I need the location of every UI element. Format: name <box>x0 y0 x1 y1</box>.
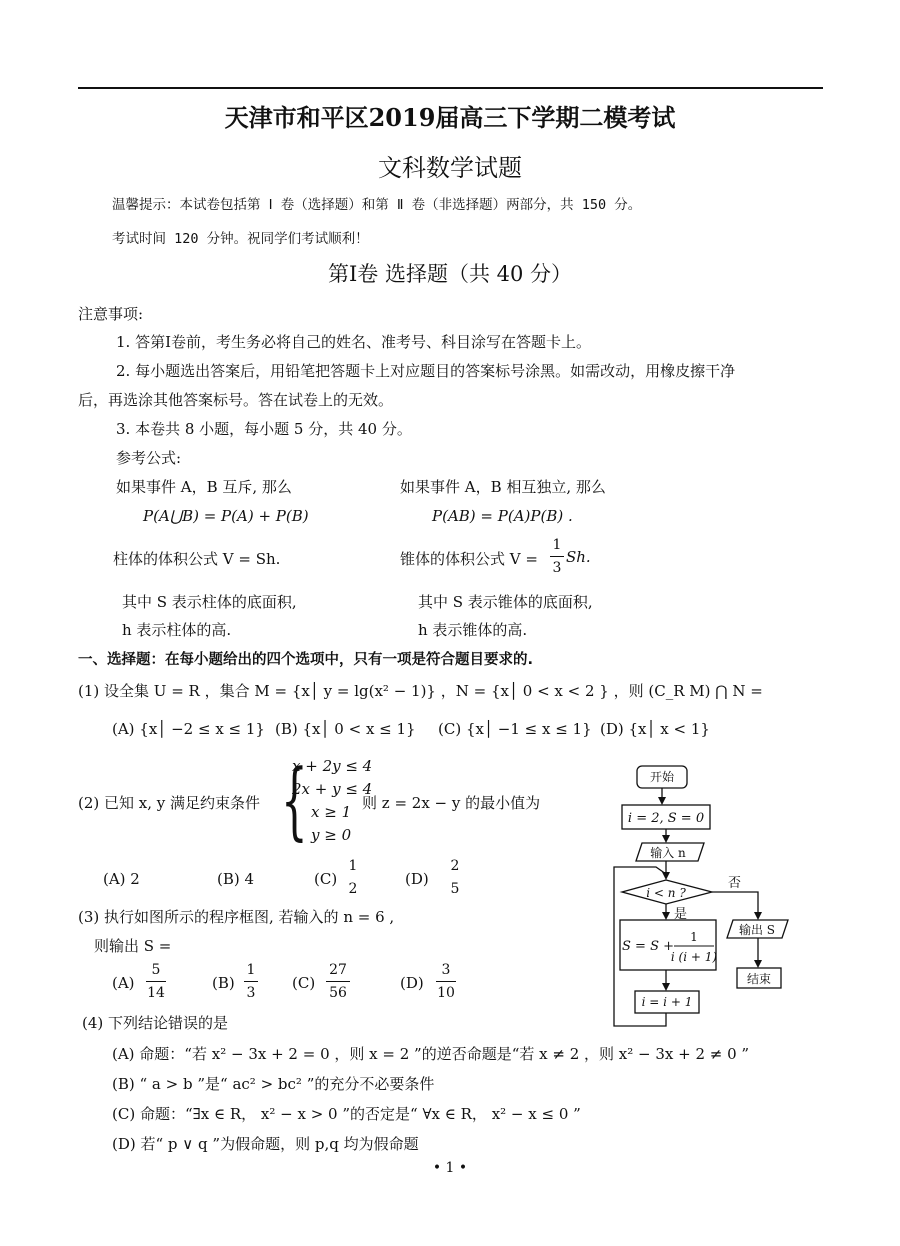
q3-option-c-label: (C) <box>292 974 316 992</box>
q3-option-b-denominator: 3 <box>246 985 256 1001</box>
top-rule <box>78 87 823 89</box>
q2-option-a: (A) 2 <box>103 870 140 888</box>
fraction-bar <box>146 981 166 982</box>
flow-output-text: 输出 S <box>738 923 776 937</box>
formula-right-3a: 锥体的体积公式 V = <box>400 550 538 568</box>
q2-constraint-1: x + 2y ≤ 4 <box>292 757 373 775</box>
q2-option-c-numerator: 1 <box>348 858 358 874</box>
q2-option-d-denominator: 5 <box>450 881 460 897</box>
part1-heading: 一、选择题：在每小题给出的四个选项中，只有一项是符合题目要求的. <box>78 652 534 668</box>
q2-option-c-denominator: 2 <box>348 881 358 897</box>
q2-option-b: (B) 4 <box>217 870 255 888</box>
q1-option-c: (C) {x│ −1 ≤ x ≤ 1} <box>438 720 592 738</box>
q3-option-a-denominator: 14 <box>147 985 165 1001</box>
q2-constraint-4: y ≥ 0 <box>311 826 352 844</box>
exam-title: 天津市和平区2019届高三下学期二模考试 <box>224 103 676 132</box>
q3-option-d-label: (D) <box>400 974 424 992</box>
fraction-bar <box>244 981 258 982</box>
q1-stem: (1) 设全集 U = R ，集合 M = {x│ y = lg(x² − 1)} ，N = {x│ 0 < x < 2 } ，则 (C_R M) ⋂ N = <box>78 682 763 700</box>
formula-right-4: 其中 S 表示锥体的底面积, <box>418 593 593 611</box>
q4-option-c: (C) 命题：“∃x ∈ R， x² − x > 0 ”的否定是“ ∀x ∈ R， x² − x ≤ 0 ” <box>112 1105 581 1123</box>
q1-option-a: (A) {x│ −2 ≤ x ≤ 1} <box>112 720 265 738</box>
formula-right-1: 如果事件 A，B 相互独立, 那么 <box>400 478 606 496</box>
flow-init-text: i = 2, S = 0 <box>627 811 705 826</box>
q3-stem-a: (3) 执行如图所示的程序框图, 若输入的 n = 6 , <box>78 908 395 926</box>
formula-label: 参考公式: <box>116 449 182 467</box>
exam-subtitle: 文科数学试题 <box>378 154 522 182</box>
q3-option-c-denominator: 56 <box>329 985 347 1001</box>
formula-left-2: P(A⋃B) = P(A) + P(B) <box>143 507 309 525</box>
q1-option-b: (B) {x│ 0 < x ≤ 1} <box>275 720 416 738</box>
q2-option-c-label: (C) <box>314 870 338 888</box>
flow-yes-label: 是 <box>674 907 688 922</box>
fraction-bar <box>436 981 456 982</box>
brace-glyph: { <box>281 751 308 849</box>
notice-item-2b: 后，再选涂其他答案标号。答在试卷上的无效。 <box>78 391 394 409</box>
flow-update-numerator: 1 <box>690 930 698 944</box>
formula-right-3b: Sh. <box>566 548 591 566</box>
q3-option-d-denominator: 10 <box>437 985 455 1001</box>
formula-right-5: h 表示锥体的高. <box>418 621 528 639</box>
notice-item-2a: 2. 每小题选出答案后，用铅笔把答题卡上对应题目的答案标号涂黑。如需改动，用橡皮擦干净 <box>116 362 736 380</box>
fraction-bar <box>326 981 350 982</box>
q4-option-b: (B) “ a > b ”是“ ac² > bc² ”的充分不必要条件 <box>112 1075 435 1093</box>
tip-line-1: 温馨提示：本试卷包括第 Ⅰ 卷（选择题）和第 Ⅱ 卷（非选择题）两部分，共 150 分。 <box>112 197 642 213</box>
q3-option-a-numerator: 5 <box>151 962 161 978</box>
flow-end-text: 结束 <box>746 972 772 986</box>
flow-incr-text: i = i + 1 <box>641 995 693 1009</box>
flow-start-text: 开始 <box>649 770 675 784</box>
q2-option-d-numerator: 2 <box>450 858 460 874</box>
q3-option-b-numerator: 1 <box>246 962 256 978</box>
formula-right-3-numerator: 1 <box>552 537 562 553</box>
q3-stem-b: 则输出 S = <box>94 937 172 955</box>
formula-left-3: 柱体的体积公式 V = Sh. <box>113 550 281 568</box>
flow-no-line <box>712 892 758 918</box>
notice-label: 注意事项: <box>78 305 144 323</box>
formula-left-1: 如果事件 A，B 互斥, 那么 <box>116 478 292 496</box>
formula-right-2: P(AB) = P(A)P(B) . <box>432 507 573 525</box>
flow-update-denominator: i (i + 1) <box>670 950 718 964</box>
q4-stem: (4) 下列结论错误的是 <box>82 1014 229 1032</box>
notice-item-3: 3. 本卷共 8 小题，每小题 5 分，共 40 分。 <box>116 420 412 438</box>
formula-left-5: h 表示柱体的高. <box>122 621 232 639</box>
q3-option-d-numerator: 3 <box>441 962 451 978</box>
q2-constraint-3: x ≥ 1 <box>311 803 352 821</box>
q2-constraint-2: 2x + y ≤ 4 <box>292 780 373 798</box>
flow-update-text: S = S + <box>622 939 674 954</box>
flow-no-label: 否 <box>728 876 742 891</box>
q2-stem-b: 则 z = 2x − y 的最小值为 <box>362 794 541 812</box>
q3-option-a-label: (A) <box>112 974 135 992</box>
q3-option-b-label: (B) <box>212 974 235 992</box>
flow-cond-text: i < n ? <box>646 886 686 900</box>
q4-option-d: (D) 若“ p ∨ q ”为假命题，则 p,q 均为假命题 <box>112 1135 419 1153</box>
fraction-bar <box>550 556 564 557</box>
q4-option-a: (A) 命题：“若 x² − 3x + 2 = 0 ，则 x = 2 ”的逆否命题是“若 x ≠ 2 ，则 x² − 3x + 2 ≠ 0 ” <box>112 1045 750 1063</box>
q1-option-d: (D) {x│ x < 1} <box>600 720 710 738</box>
q2-stem-a: (2) 已知 x, y 满足约束条件 <box>78 794 261 812</box>
program-flowchart <box>600 760 810 1035</box>
flow-input-text: 输入 n <box>650 846 686 860</box>
formula-left-4: 其中 S 表示柱体的底面积, <box>122 593 297 611</box>
section-title: 第Ⅰ卷 选择题（共 40 分） <box>327 262 573 286</box>
notice-item-1: 1. 答第Ⅰ卷前，考生务必将自己的姓名、准考号、科目涂写在答题卡上。 <box>116 333 592 351</box>
tip-line-2: 考试时间 120 分钟。祝同学们考试顺利！ <box>112 231 369 247</box>
q3-option-c-numerator: 27 <box>329 962 347 978</box>
formula-right-3-denominator: 3 <box>552 560 562 576</box>
q2-option-d-label: (D) <box>405 870 429 888</box>
page-number: • 1 • <box>432 1160 468 1176</box>
